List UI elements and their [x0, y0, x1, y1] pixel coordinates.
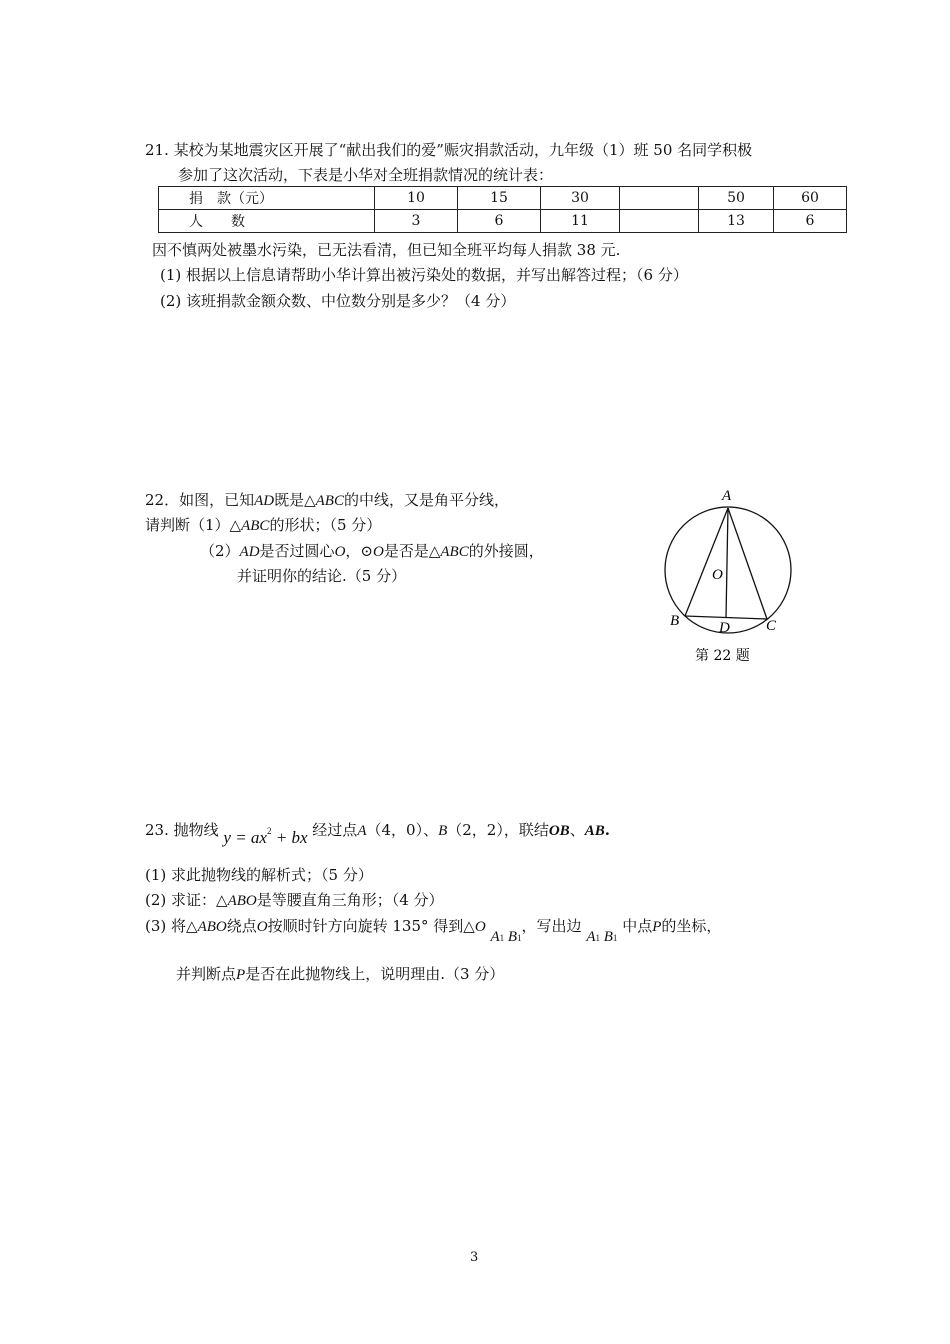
label-c: C [766, 618, 777, 634]
q21-line2: 参加了这次活动，下表是小华对全班捐款情况的统计表： [178, 166, 554, 184]
table-cell-smudged [620, 210, 699, 233]
row-label-amount: 捐 款（元） [159, 187, 375, 210]
q22-line3: （2）AD是否过圆心O，⊙O是否是△ABC的外接圆， [200, 542, 544, 560]
q22-line4: 并证明你的结论.（5 分） [237, 567, 407, 585]
label-d: D [719, 620, 730, 636]
table-row [159, 187, 847, 210]
table-cell: 15 [458, 187, 541, 210]
table-cell: 30 [541, 187, 620, 210]
table-cell: 3 [375, 210, 458, 233]
label-a: A [722, 488, 732, 504]
page-number: 3 [470, 1250, 479, 1265]
side-ab [685, 508, 728, 616]
table-cell: 60 [774, 187, 847, 210]
table-cell-smudged [620, 187, 699, 210]
label-b: B [670, 613, 680, 629]
table-cell: 6 [458, 210, 541, 233]
row-label-count: 人 数 [159, 210, 375, 233]
q22-line2: 请判断（1）△ABC的形状；（5 分） [145, 516, 382, 534]
q23-part3: (3) 将△ABO绕点O按顺时针方向旋转 135° 得到△O A1 B1，写出边 A1 B1 中点P的坐标， [145, 917, 722, 945]
figure-caption: 第 22 题 [695, 648, 750, 664]
q21-note: 因不慎两处被墨水污染，已无法看清，但已知全班平均每人捐款 38 元. [152, 241, 621, 259]
q21-part1: (1) 根据以上信息请帮助小华计算出被污染处的数据，并写出解答过程；（6 分） [160, 266, 688, 284]
segment-ad [726, 508, 728, 618]
parabola-equation: $y = ax^2$ + bx [223, 826, 308, 847]
q21-part2: (2) 该班捐款金额众数、中位数分别是多少？（4 分） [160, 292, 516, 310]
q21-line1: 21. 某校为某地震灾区开展了“献出我们的爱”赈灾捐款活动，九年级（1）班 50 名同学积极 [145, 141, 753, 159]
q22-line1: 22．如图，已知AD既是△ABC的中线，又是角平分线， [145, 491, 509, 509]
table-cell: 50 [699, 187, 774, 210]
side-ac [728, 508, 767, 619]
q23-part3-cont: 并判断点P是否在此抛物线上，说明理由.（3 分） [176, 965, 505, 983]
table-cell: 11 [541, 210, 620, 233]
q23-part2: (2) 求证：△ABO是等腰直角三角形；（4 分） [145, 891, 444, 909]
table-cell: 13 [699, 210, 774, 233]
q23-line1: 23. 抛物线 $y = ax^2$ + bx 经过点A（4，0）、B（2，2），联结OB、AB. [145, 821, 610, 847]
circle-triangle-figure [650, 480, 810, 670]
table-cell: 10 [375, 187, 458, 210]
donation-table [158, 186, 847, 233]
q23-part1: (1) 求此抛物线的解析式；（5 分） [145, 866, 373, 884]
table-row [159, 210, 847, 233]
label-o: O [712, 567, 723, 583]
table-cell: 6 [774, 210, 847, 233]
